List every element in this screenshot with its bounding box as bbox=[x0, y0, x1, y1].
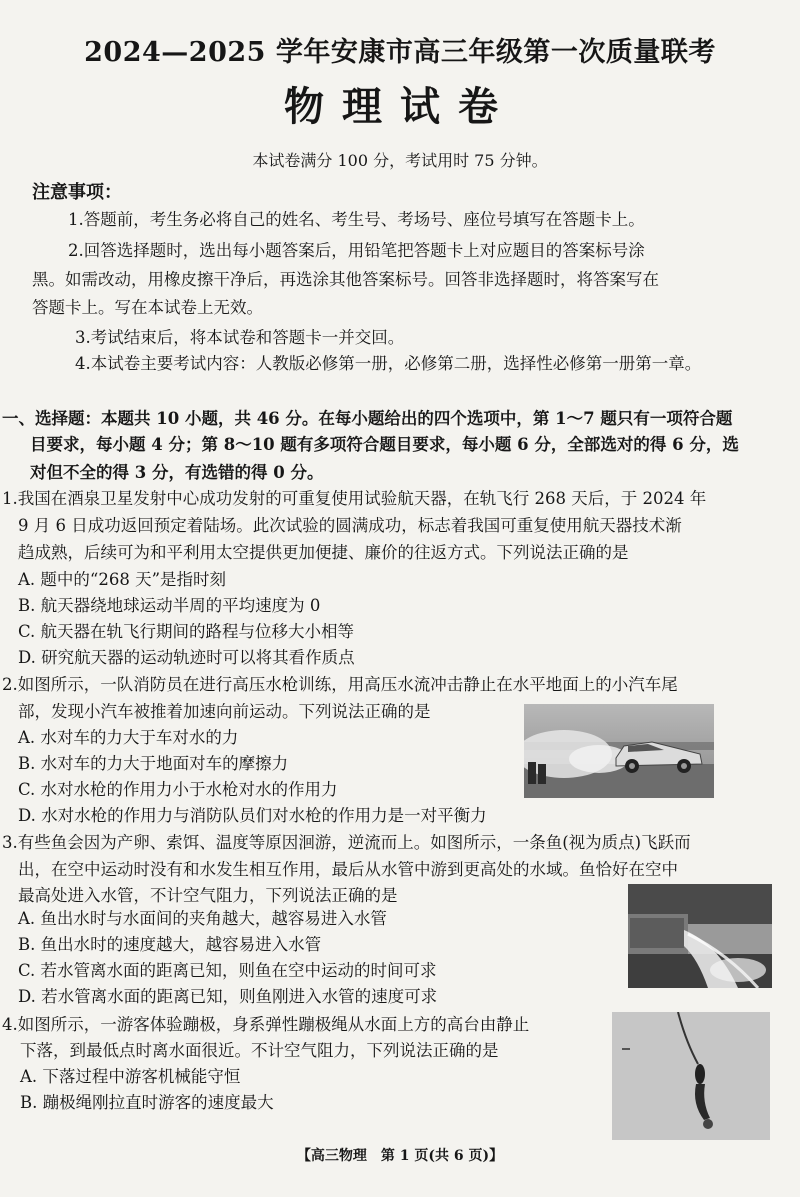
question-4-option-b: B. 蹦极绳刚拉直时游客的速度最大 bbox=[20, 1093, 274, 1112]
question-3-option-d: D. 若水管离水面的距离已知，则鱼刚进入水管的速度可求 bbox=[18, 987, 438, 1006]
page-footer: 【高三物理 第 1 页(共 6 页)】 bbox=[296, 1148, 504, 1164]
question-2-option-c: C. 水对水枪的作用力小于水枪对水的作用力 bbox=[18, 780, 338, 799]
fire-hose-car-photo bbox=[524, 704, 714, 798]
question-2-stem: 2.如图所示，一队消防员在进行高压水枪训练，用高压水流冲击静止在水平地面上的小汽车尾 bbox=[2, 675, 678, 694]
question-3-option-b: B. 鱼出水时的速度越大，越容易进入水管 bbox=[18, 935, 322, 954]
subject-title: 物理试卷 bbox=[284, 84, 516, 130]
question-1-option-b: B. 航天器绕地球运动半周的平均速度为 0 bbox=[18, 596, 321, 615]
question-3-option-a: A. 鱼出水时与水面间的夹角越大，越容易进入水管 bbox=[18, 909, 387, 928]
question-2-option-b: B. 水对车的力大于地面对车的摩擦力 bbox=[18, 754, 289, 773]
bungee-jump-photo bbox=[612, 1012, 770, 1140]
question-1-stem: 9 月 6 日成功返回预定着陆场。此次试验的圆满成功，标志着我国可重复使用航天器技术渐 bbox=[18, 516, 682, 535]
notes-line: 4.本试卷主要考试内容：人教版必修第一册，必修第二册，选择性必修第一册第一章。 bbox=[75, 354, 702, 373]
notes-title: 注意事项： bbox=[32, 182, 122, 203]
question-1-option-d: D. 研究航天器的运动轨迹时可以将其看作质点 bbox=[18, 648, 355, 667]
notes-line: 2.回答选择题时，选出每小题答案后，用铅笔把答题卡上对应题目的答案标号涂 bbox=[68, 241, 645, 260]
question-1-option-c: C. 航天器在轨飞行期间的路程与位移大小相等 bbox=[18, 622, 355, 641]
question-4-stem: 4.如图所示，一游客体验蹦极，身系弹性蹦极绳从水面上方的高台由静止 bbox=[2, 1015, 530, 1034]
question-4-option-a: A. 下落过程中游客机械能守恒 bbox=[20, 1067, 241, 1086]
notes-line: 3.考试结束后，将本试卷和答题卡一并交回。 bbox=[75, 328, 405, 347]
section-header-line: 目要求，每小题 4 分；第 8～10 题有多项符合题目要求，每小题 6 分，全部选对的得 6 分，选 bbox=[30, 435, 739, 454]
notes-line: 黑。如需改动，用橡皮擦干净后，再选涂其他答案标号。回答非选择题时，将答案写在 bbox=[32, 270, 659, 289]
question-1-option-a: A. 题中的“268 天”是指时刻 bbox=[18, 570, 227, 589]
section-header-line: 对但不全的得 3 分，有选错的得 0 分。 bbox=[30, 463, 324, 482]
notes-line: 答题卡上。写在本试卷上无效。 bbox=[32, 298, 263, 317]
question-1-stem: 1.我国在酒泉卫星发射中心成功发射的可重复使用试验航天器，在轨飞行 268 天后，于 2024 年 bbox=[2, 489, 707, 508]
exam-subtitle: 本试卷满分 100 分，考试用时 75 分钟。 bbox=[252, 151, 548, 170]
fish-water-pipe-photo bbox=[628, 884, 772, 988]
question-2-stem: 部，发现小汽车被推着加速向前运动。下列说法正确的是 bbox=[18, 702, 431, 721]
question-1-stem: 趋成熟，后续可为和平利用太空提供更加便捷、廉价的往返方式。下列说法正确的是 bbox=[18, 543, 629, 562]
exam-title: 2024—2025 学年安康市高三年级第一次质量联考 bbox=[84, 37, 716, 68]
question-2-option-d: D. 水对水枪的作用力与消防队员们对水枪的作用力是一对平衡力 bbox=[18, 806, 487, 825]
question-3-option-c: C. 若水管离水面的距离已知，则鱼在空中运动的时间可求 bbox=[18, 961, 437, 980]
question-4-stem: 下落，到最低点时离水面很近。不计空气阻力，下列说法正确的是 bbox=[20, 1041, 499, 1060]
question-3-stem: 出，在空中运动时没有和水发生相互作用，最后从水管中游到更高处的水域。鱼恰好在空中 bbox=[18, 860, 678, 879]
question-3-stem: 最高处进入水管，不计空气阻力，下列说法正确的是 bbox=[18, 886, 398, 905]
section-header-line: 一、选择题：本题共 10 小题，共 46 分。在每小题给出的四个选项中，第 1～7 题只有一项符合题 bbox=[2, 409, 733, 428]
question-3-stem: 3.有些鱼会因为产卵、索饵、温度等原因洄游，逆流而上。如图所示，一条鱼(视为质点)飞跃而 bbox=[2, 833, 691, 852]
notes-line: 1.答题前，考生务必将自己的姓名、考生号、考场号、座位号填写在答题卡上。 bbox=[68, 210, 645, 229]
question-2-option-a: A. 水对车的力大于车对水的力 bbox=[18, 728, 239, 747]
